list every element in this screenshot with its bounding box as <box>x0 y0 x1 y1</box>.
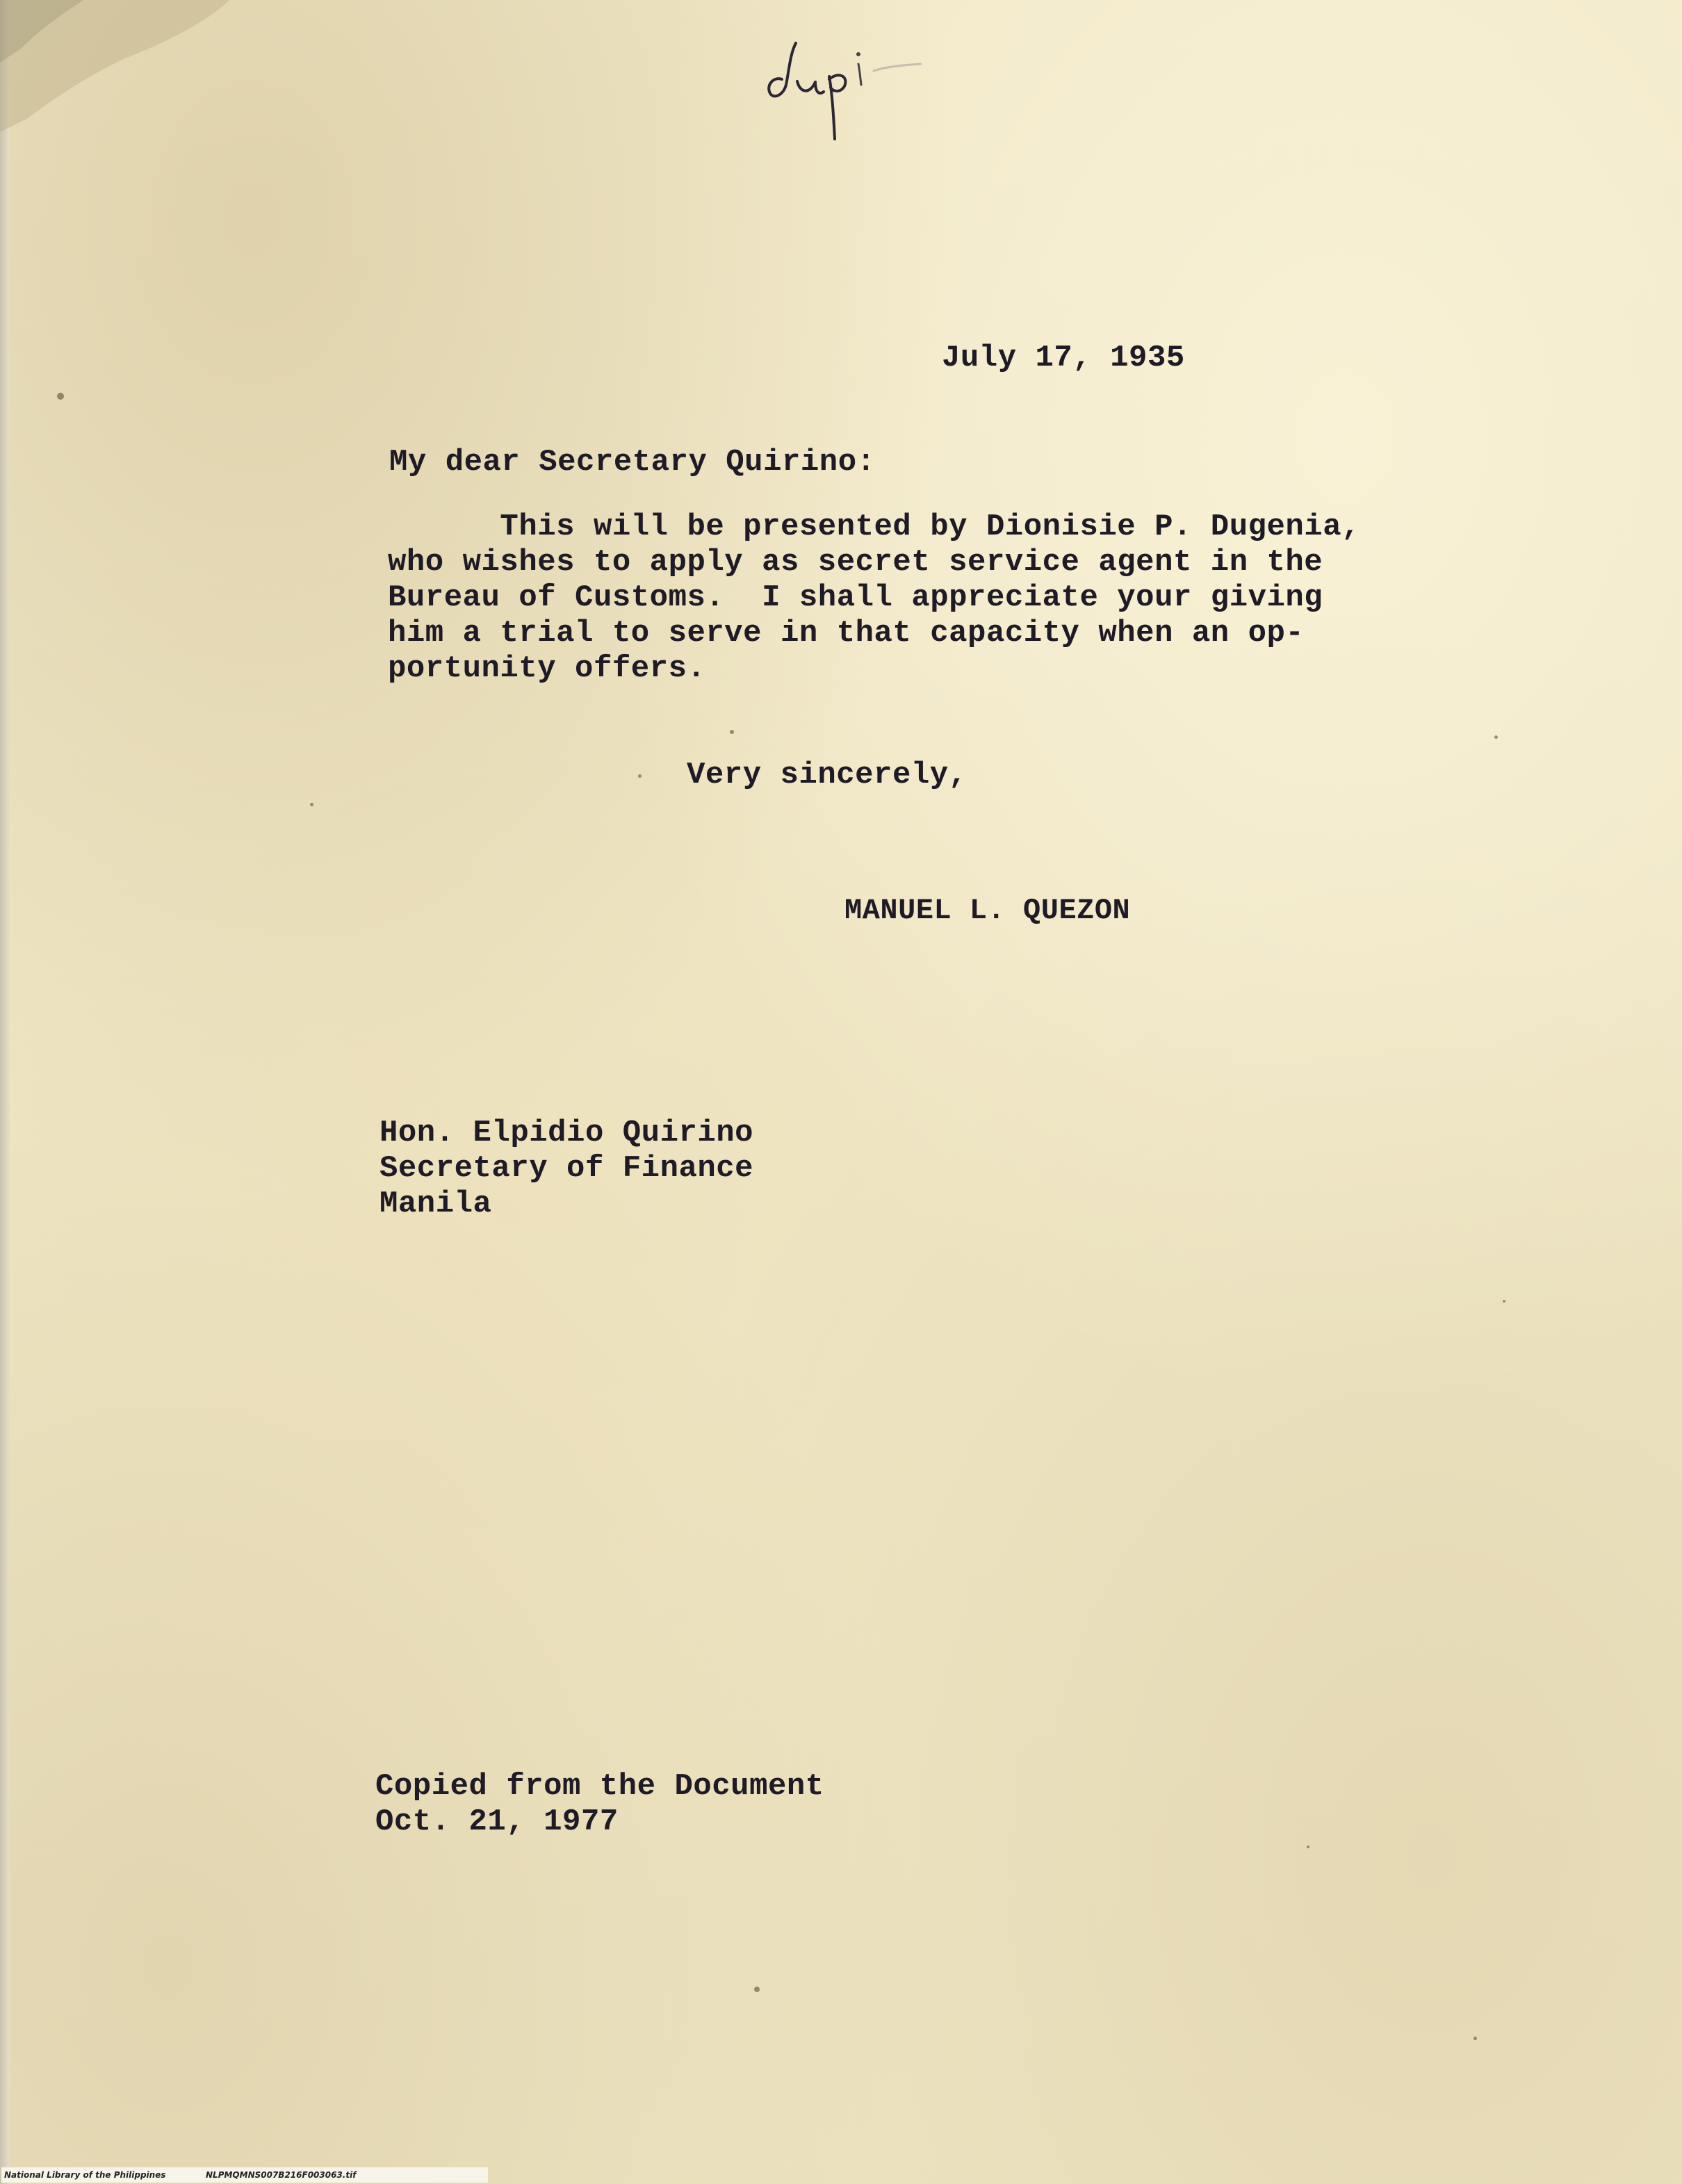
paper-speck <box>57 393 64 400</box>
addressee-line: Hon. Elpidio Quirino <box>379 1116 754 1150</box>
letter-closing: Very sincerely, <box>687 758 967 792</box>
footer-library: National Library of the Philippines <box>4 2170 166 2180</box>
paper-speck <box>310 803 313 806</box>
paper-speck <box>1473 2037 1477 2040</box>
copy-note <box>375 1769 824 1840</box>
addressee-line: Manila <box>379 1187 492 1221</box>
paper-speck <box>1503 1300 1505 1303</box>
footer-file-id: NLPMQMNS007B216F003063.tif <box>206 2170 357 2180</box>
letter-salutation: My dear Secretary Quirino: <box>389 445 876 480</box>
letter-body <box>388 510 1360 687</box>
paper-speck <box>638 774 642 778</box>
body-line: who wishes to apply as secret service agent in the <box>388 545 1323 580</box>
body-line: him a trial to serve in that capacity when an op- <box>388 616 1305 651</box>
scan-edge <box>0 0 10 2184</box>
paper-speck <box>730 730 734 734</box>
handwritten-dup-mark <box>754 15 963 147</box>
letter-signature: MANUEL L. QUEZON <box>844 894 1131 927</box>
addressee-block <box>379 1116 753 1222</box>
copy-note-line: Copied from the Document <box>375 1769 824 1804</box>
paper-speck <box>1307 1845 1309 1848</box>
torn-corner-shadow <box>0 0 250 139</box>
body-line: Bureau of Customs. I shall appreciate your giving <box>388 580 1323 615</box>
addressee-line: Secretary of Finance <box>379 1151 754 1186</box>
paper-speck <box>1494 735 1498 739</box>
scan-footer <box>1 2167 488 2183</box>
paper-speck <box>754 1987 760 1992</box>
copy-note-line: Oct. 21, 1977 <box>375 1804 619 1839</box>
body-line: This will be presented by Dionisie P. Dugenia, <box>388 510 1361 544</box>
letter-date: July 17, 1935 <box>942 341 1185 375</box>
body-line: portunity offers. <box>388 651 706 686</box>
